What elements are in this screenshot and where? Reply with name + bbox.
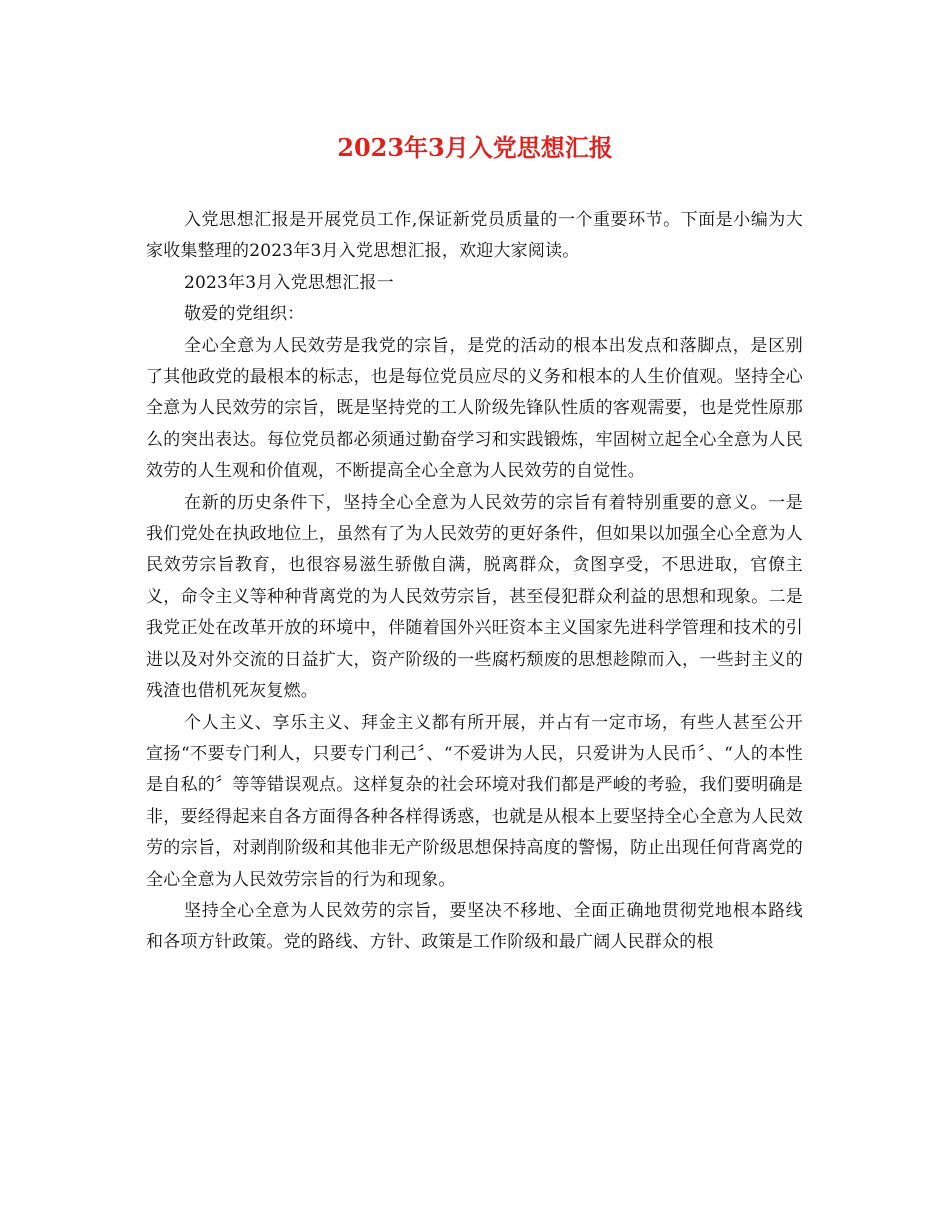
document-title: 2023年3月入党思想汇报 <box>337 133 613 162</box>
document-body <box>146 205 803 959</box>
paragraph-body-2: 在新的历史条件下，坚持全心全意为人民效劳的宗旨有着特别重要的意义。一是我们党处在执政地位上，虽然有了为人民效劳的更好条件，但如果以加强全心全意为人民效劳宗旨教育，也很容易滋生骄傲自满，脱离群众，贪图享受，不思进取，官僚主义，命令主义等种种背离党的为人民效劳宗旨，甚至侵犯群众利益的思想和现象。二是我党正处在改革开放的环境中，伴随着国外兴旺资本主义国家先进科学管理和技术的引进以及对外交流的日益扩大，资产阶级的一些腐朽颓废的思想趁隙而入，一些封主义的残渣也借机死灰复燃。 <box>146 492 803 702</box>
paragraph-salutation: 敬爱的党组织： <box>184 304 305 325</box>
paragraph-subtitle: 2023年3月入党思想汇报一 <box>184 272 394 293</box>
paragraph-body-3: 个人主义、享乐主义、拜金主义都有所开展，并占有一定市场，有些人甚至公开宣扬“不要专门利人，只要专门利己〞、“不爱讲为人民，只爱讲为人民币〞、“人的本性是自私的〞等等错误观点。这样复杂的社会环境对我们都是严峻的考验，我们要明确是非，要经得起来自各方面得各种各样得诱惑，也就是从根本上要坚持全心全意为人民效劳的宗旨，对剥削阶级和其他非无产阶级思想保持高度的警惕，防止出现任何背离党的全心全意为人民效劳宗旨的行为和现象。 <box>146 712 803 890</box>
paragraph-body-1: 全心全意为人民效劳是我党的宗旨，是党的活动的根本出发点和落脚点，是区别了其他政党的最根本的标志，也是每位党员应尽的义务和根本的人生价值观。坚持全心全意为人民效劳的宗旨，既是坚持党的工人阶级先锋队性质的客观需要，也是党性原那么的突出表达。每位党员都必须通过勤奋学习和实践锻炼，牢固树立起全心全意为人民效劳的人生观和价值观，不断提高全心全意为人民效劳的自觉性。 <box>146 335 803 482</box>
paragraph-intro: 入党思想汇报是开展党员工作,保证新党员质量的一个重要环节。下面是小编为大家收集整理的2023年3月入党思想汇报，欢迎大家阅读。 <box>146 210 803 262</box>
paragraph-body-4: 坚持全心全意为人民效劳的宗旨，要坚决不移地、全面正确地贯彻党地根本路线和各项方针政策。党的路线、方针、政策是工作阶级和最广阔人民群众的根 <box>146 900 803 953</box>
